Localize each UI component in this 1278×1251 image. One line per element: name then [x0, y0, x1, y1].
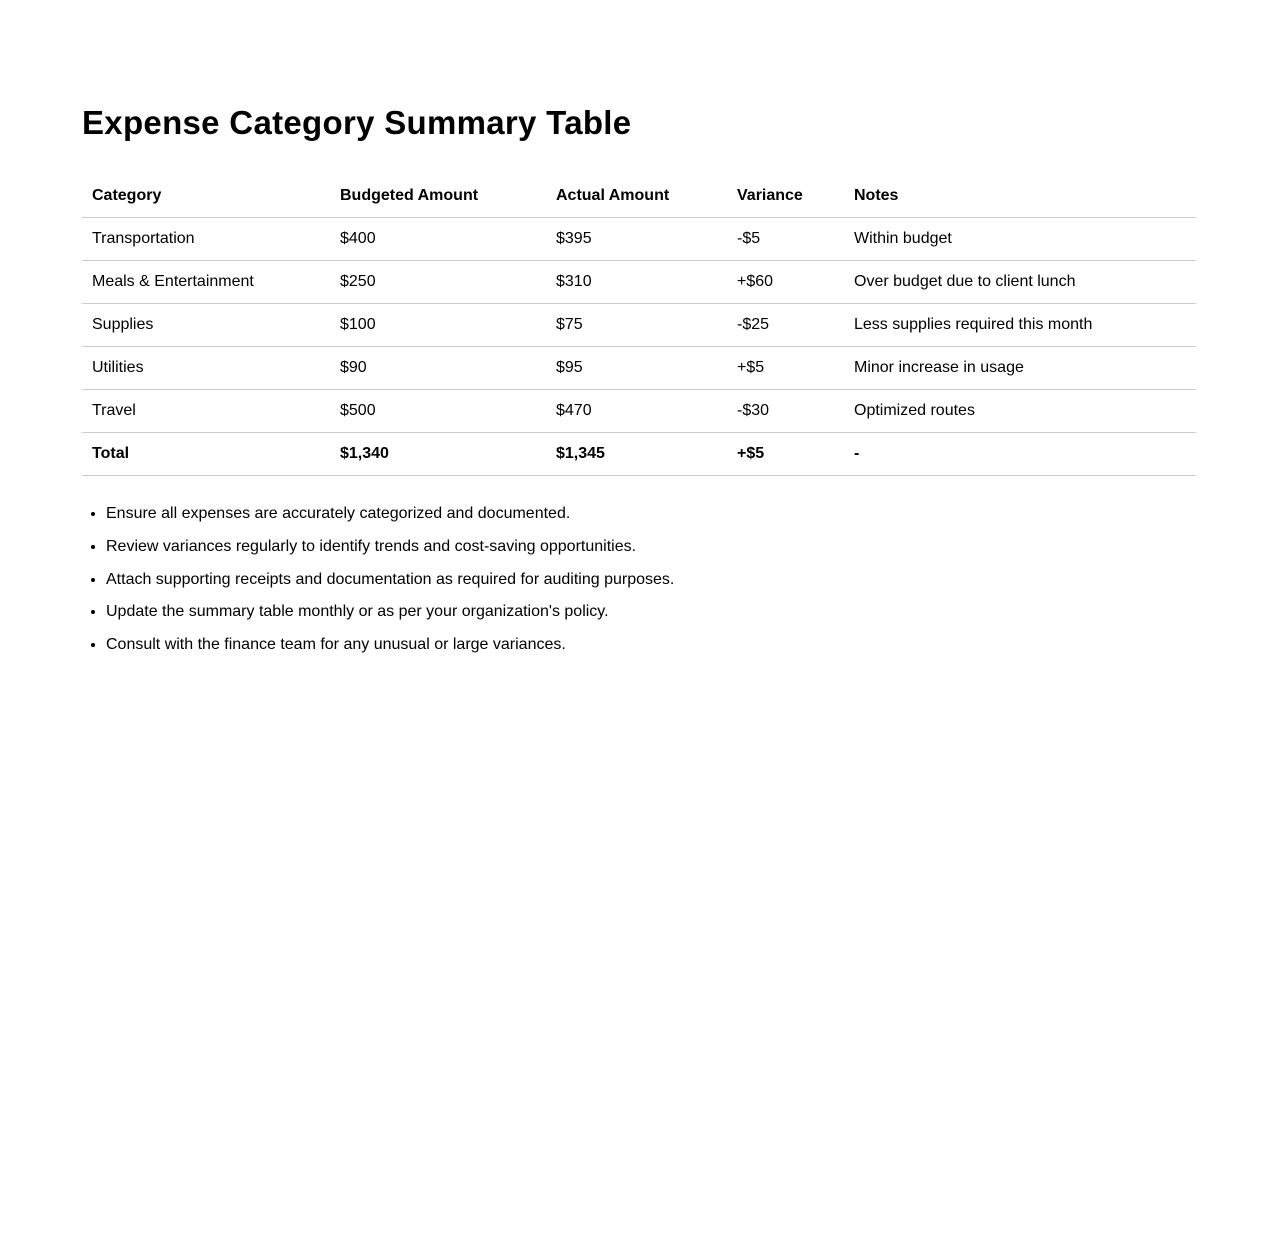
cell-notes: Optimized routes [844, 390, 1196, 433]
cell-notes: Less supplies required this month [844, 304, 1196, 347]
total-budgeted: $1,340 [330, 433, 546, 476]
cell-actual: $470 [546, 390, 727, 433]
table-header-row [82, 175, 1196, 218]
cell-variance: -$25 [727, 304, 844, 347]
table-total-row [82, 433, 1196, 476]
list-item: • Update the summary table monthly or as per your organization's policy. [106, 602, 1196, 622]
cell-notes: Minor increase in usage [844, 347, 1196, 390]
cell-budgeted: $400 [330, 218, 546, 261]
cell-category: Supplies [82, 304, 330, 347]
header-budgeted-amount: Budgeted Amount [330, 175, 546, 218]
document [82, 104, 1196, 668]
cell-variance: -$30 [727, 390, 844, 433]
cell-variance: +$5 [727, 347, 844, 390]
table-row [82, 347, 1196, 390]
list-item: • Review variances regularly to identify trends and cost-saving opportunities. [106, 537, 1196, 557]
table-row [82, 261, 1196, 304]
cell-category: Travel [82, 390, 330, 433]
total-actual: $1,345 [546, 433, 727, 476]
cell-notes: Within budget [844, 218, 1196, 261]
header-variance: Variance [727, 175, 844, 218]
page-title: Expense Category Summary Table [82, 104, 632, 141]
cell-actual: $95 [546, 347, 727, 390]
cell-variance: +$60 [727, 261, 844, 304]
cell-actual: $75 [546, 304, 727, 347]
header-category: Category [82, 175, 330, 218]
cell-category: Meals & Entertainment [82, 261, 330, 304]
table-row [82, 218, 1196, 261]
cell-actual: $395 [546, 218, 727, 261]
cell-actual: $310 [546, 261, 727, 304]
table-row [82, 390, 1196, 433]
header-notes: Notes [844, 175, 1196, 218]
cell-variance: -$5 [727, 218, 844, 261]
list-item: • Attach supporting receipts and documentation as required for auditing purposes. [106, 570, 1196, 590]
guidelines-list [82, 504, 1196, 655]
total-notes: - [844, 433, 1196, 476]
cell-category: Transportation [82, 218, 330, 261]
table-row [82, 304, 1196, 347]
header-actual-amount: Actual Amount [546, 175, 727, 218]
cell-notes: Over budget due to client lunch [844, 261, 1196, 304]
total-label: Total [82, 433, 330, 476]
cell-budgeted: $250 [330, 261, 546, 304]
cell-budgeted: $90 [330, 347, 546, 390]
cell-budgeted: $500 [330, 390, 546, 433]
cell-budgeted: $100 [330, 304, 546, 347]
total-variance: +$5 [727, 433, 844, 476]
cell-category: Utilities [82, 347, 330, 390]
list-item: • Ensure all expenses are accurately categorized and documented. [106, 504, 1196, 524]
list-item: • Consult with the finance team for any unusual or large variances. [106, 635, 1196, 655]
expense-summary-table [82, 175, 1196, 476]
